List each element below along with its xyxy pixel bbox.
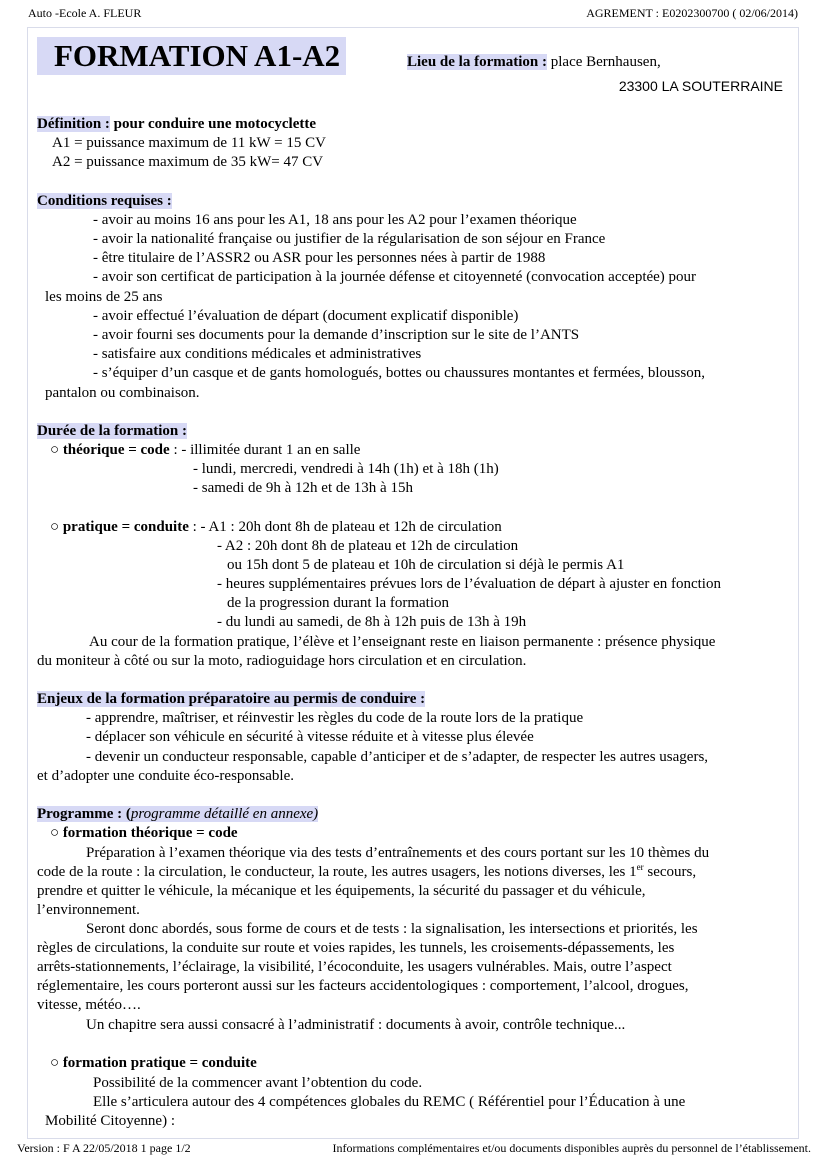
programme-paragraph: code de la route : la circulation, le conducteur, la route, les autres usagers, les notions diverses, les 1er secours, — [37, 862, 697, 880]
condition-item: les moins de 25 ans — [45, 289, 163, 305]
definition-heading — [37, 115, 316, 134]
theorique-label: théorique = code — [62, 442, 170, 458]
lieu-street: place Bernhausen, — [550, 54, 661, 70]
lieu-line1 — [407, 54, 661, 71]
superscript: er — [636, 862, 644, 872]
bullet-icon: ○ — [50, 442, 60, 458]
enjeux-item: - déplacer son véhicule en sécurité à vitesse réduite et à vitesse plus élevée — [86, 729, 534, 745]
programme-pratique-title: ○ formation pratique = conduite — [50, 1055, 257, 1071]
condition-item: pantalon ou combinaison. — [45, 385, 200, 401]
programme-paragraph: prendre et quitter le véhicule, la mécanique et les équipements, la sécurité du passager et du véhicule, — [37, 883, 646, 899]
pratique-label: pratique = conduite — [62, 519, 189, 535]
enjeux-item: et d’adopter une conduite éco-responsable. — [37, 768, 294, 784]
condition-item: - avoir son certificat de participation à la journée défense et citoyenneté (convocation acceptée) pour — [93, 269, 697, 285]
programme-annex-note: programme détaillé en annexe) — [130, 806, 319, 822]
condition-item: - avoir la nationalité française ou justifier de la régularisation de son séjour en France — [93, 231, 606, 247]
programme-paragraph: Possibilité de la commencer avant l’obtention du code. — [93, 1075, 423, 1091]
programme-paragraph: vitesse, météo…. — [37, 997, 141, 1013]
footer-version: Version : F A 22/05/2018 1 page 1/2 — [17, 1141, 191, 1155]
duree-theorique-item: - samedi de 9h à 12h et de 13h à 15h — [193, 480, 413, 496]
duree-pratique-item: - du lundi au samedi, de 8h à 12h puis de 13h à 19h — [217, 614, 527, 630]
condition-item: - avoir fourni ses documents pour la demande d’inscription sur le site de l’ANTS — [93, 327, 580, 343]
duree-theorique: ○ théorique = code : - illimitée durant 1 an en salle — [50, 442, 361, 458]
duree-pratique-item: de la progression durant la formation — [227, 595, 450, 611]
definition-label: Définition : — [37, 116, 110, 132]
condition-item: - satisfaire aux conditions médicales et administratives — [93, 346, 422, 362]
page-title: FORMATION A1-A2 — [37, 37, 346, 75]
programme-heading: Programme : (programme détaillé en annexe) — [37, 806, 319, 822]
condition-item: - avoir au moins 16 ans pour les A1, 18 ans pour les A2 pour l’examen théorique — [93, 212, 577, 228]
programme-paragraph: Un chapitre sera aussi consacré à l’administratif : documents à avoir, contrôle technique... — [86, 1017, 626, 1033]
definition-a2: A2 = puissance maximum de 35 kW= 47 CV — [52, 154, 324, 170]
definition-a1: A1 = puissance maximum de 11 kW = 15 CV — [52, 135, 326, 151]
conditions-heading: Conditions requises : — [37, 193, 172, 209]
bullet-icon: ○ — [50, 825, 60, 841]
duree-pratique-item: ou 15h dont 5 de plateau et 10h de circulation si déjà le permis A1 — [227, 557, 625, 573]
programme-paragraph: arrêts-stationnements, l’éclairage, la visibilité, l’écoconduite, les usagers vulnérables. Mais, outre l’aspect — [37, 959, 672, 975]
condition-item: - avoir effectué l’évaluation de départ (document explicatif disponible) — [93, 308, 519, 324]
lieu-line2: 23300 LA SOUTERRAINE — [618, 78, 783, 94]
enjeux-heading: Enjeux de la formation préparatoire au permis de conduire : — [37, 691, 426, 707]
condition-item: - être titulaire de l’ASSR2 ou ASR pour les personnes nées à partir de 1988 — [93, 250, 546, 266]
programme-paragraph: Préparation à l’examen théorique via des tests d’entraînements et des cours portant sur les 10 thèmes du — [86, 845, 710, 861]
header-right: AGREMENT : E0202300700 ( 02/06/2014) — [586, 6, 798, 20]
programme-paragraph: Elle s’articulera autour des 4 compétences globales du REMC ( Référentiel pour l’Éducation à une — [93, 1094, 686, 1110]
programme-paragraph: Seront donc abordés, sous forme de cours et de tests : la signalisation, les intersections et priorités, les — [86, 921, 698, 937]
duree-heading: Durée de la formation : — [37, 423, 187, 439]
header-left: Auto -Ecole A. FLEUR — [28, 6, 142, 20]
footer-info: Informations complémentaires et/ou documents disponibles auprès du personnel de l’établissement. — [332, 1141, 811, 1155]
duree-theorique-item: - lundi, mercredi, vendredi à 14h (1h) et à 18h (1h) — [193, 461, 499, 477]
programme-paragraph: réglementaire, les cours porteront aussi sur les facteurs accidentologiques : comportement, l’alcool, drogues, — [37, 978, 689, 994]
definition-text: pour conduire une motocyclette — [113, 116, 317, 132]
bullet-icon: ○ — [50, 519, 60, 535]
enjeux-item: - devenir un conducteur responsable, capable d’anticiper et de s’adapter, de respecter les autres usagers, — [86, 749, 709, 765]
programme-paragraph: l’environnement. — [37, 902, 140, 918]
enjeux-item: - apprendre, maîtriser, et réinvestir les règles du code de la route lors de la pratique — [86, 710, 584, 726]
programme-theorique-title: ○ formation théorique = code — [50, 825, 238, 841]
duree-pratique-item: - A2 : 20h dont 8h de plateau et 12h de circulation — [217, 538, 519, 554]
lieu-label: Lieu de la formation : — [407, 54, 547, 70]
bullet-icon: ○ — [50, 1055, 60, 1071]
duree-pratique-item: - heures supplémentaires prévues lors de l’évaluation de départ à ajuster en fonction — [217, 576, 721, 592]
programme-paragraph: Mobilité Citoyenne) : — [45, 1113, 175, 1129]
duree-pratique: ○ pratique = conduite : - A1 : 20h dont 8h de plateau et 12h de circulation — [50, 519, 502, 535]
duree-paragraph: du moniteur à côté ou sur la moto, radioguidage hors circulation et en circulation. — [37, 653, 527, 669]
duree-paragraph: Au cour de la formation pratique, l’élève et l’enseignant reste en liaison permanente : présence physique — [89, 634, 716, 650]
condition-item: - s’équiper d’un casque et de gants homologués, bottes ou chaussures montantes et fermées, blousson, — [93, 365, 705, 381]
programme-paragraph: règles de circulations, la conduite sur route et voies rapides, les tunnels, les croisements-dépassements, les — [37, 940, 675, 956]
